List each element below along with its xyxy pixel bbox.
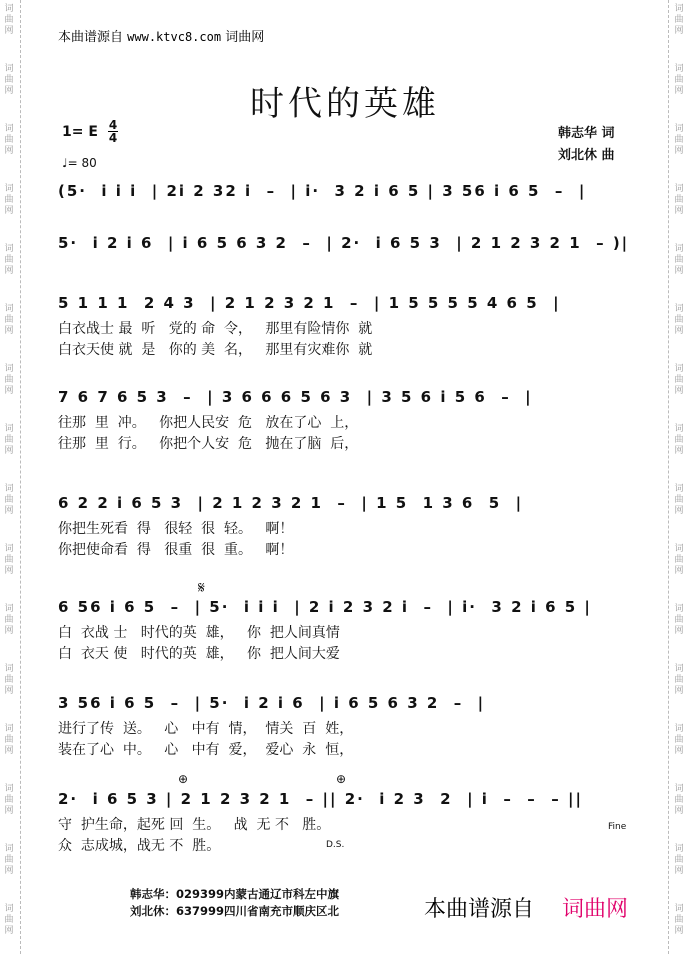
watermark-text: 词 曲 网 — [4, 304, 14, 336]
watermark-text: 词 曲 网 — [674, 664, 684, 696]
segno-sign: 𝄋 — [198, 578, 205, 597]
watermark-text: 词 曲 网 — [4, 604, 14, 636]
time-signature — [108, 119, 118, 144]
coda-sign-1: ⊕ — [178, 772, 189, 786]
brand-name[interactable]: 词曲网 — [562, 897, 629, 922]
lyric-line: 众 志成城，战无 不 胜。 — [58, 838, 221, 854]
score-row — [58, 294, 634, 358]
watermark-text: 词 曲 网 — [4, 64, 14, 96]
watermark-text: 词 曲 网 — [4, 844, 14, 876]
watermark-text: 词 曲 网 — [4, 184, 14, 216]
lyric-line: 你把生死看 得 很轻 很 轻。 啊！ — [58, 521, 294, 537]
score-row — [58, 182, 634, 240]
notation-line: 5 1 1 1 2 4 3 | 2 1 2 3 2 1 – | 1 5 5 5 5 4 6 5 | — [58, 294, 561, 312]
watermark-text: 词 曲 网 — [674, 64, 684, 96]
score-row — [58, 494, 634, 558]
notation-line: 3 56 i 6 5 – | 5· i 2 i 6 | i 6 5 6 3 2 – | — [58, 694, 486, 712]
watermark-text: 词 曲 网 — [674, 304, 684, 336]
watermark-text: 词 曲 网 — [674, 184, 684, 216]
watermark-text: 词 曲 网 — [674, 724, 684, 756]
source-header — [58, 26, 264, 45]
lyric-line: 你把使命看 得 很重 很 重。 啊！ — [58, 542, 294, 558]
lyric-line: 白 衣天 使 时代的英 雄， 你 把人间大爱 — [58, 646, 340, 662]
ds-mark: D.S. — [326, 840, 345, 850]
watermark-text: 词 曲 网 — [4, 4, 14, 36]
notation-line: 5· i 2 i 6 | i 6 5 6 3 2 – | 2· i 6 5 3 | 2 1 2 3 2 1 – )| — [58, 234, 630, 252]
time-sig-top: 4 — [108, 118, 118, 132]
watermark-text: 词 曲 网 — [674, 484, 684, 516]
notation-line: 2· i 6 5 3 | 2 1 2 3 2 1 – || 2· i 2 3 2 | i – – – || — [58, 790, 583, 808]
composer-credit: 刘北休 曲 — [558, 148, 615, 163]
lyric-line: 守 护生命，起死 回 生。 战 无 不 胜。 — [58, 817, 331, 833]
score-row — [58, 234, 634, 292]
header-site-a: 本曲谱源自 — [58, 30, 124, 45]
watermark-text: 词 曲 网 — [4, 904, 14, 936]
left-watermark-strip — [0, 0, 18, 954]
watermark-text: 词 曲 网 — [4, 724, 14, 756]
coda-sign-2: ⊕ — [336, 772, 347, 786]
footer-contact-1: 韩志华：029399内蒙古通辽市科左中旗 — [130, 887, 340, 901]
lyric-line: 白衣战士 最 听 党的 命 令， 那里有险情你 就 — [58, 321, 373, 337]
score-row — [58, 694, 634, 758]
time-sig-bottom: 4 — [108, 131, 118, 145]
watermark-text: 词 曲 网 — [674, 424, 684, 456]
watermark-text: 词 曲 网 — [4, 424, 14, 456]
lyric-line: 白衣天使 就 是 你的 美 名， 那里有灾难你 就 — [58, 342, 373, 358]
score-row — [58, 388, 634, 452]
fine-mark: Fine — [608, 822, 627, 832]
watermark-text: 词 曲 网 — [674, 784, 684, 816]
watermark-text: 词 曲 网 — [4, 784, 14, 816]
lyricist-credit: 韩志华 词 — [558, 126, 615, 141]
notation-line: (5· i i i | 2i 2 32 i – | i· 3 2 i 6 5 | 3 56 i 6 5 – | — [58, 182, 587, 200]
tempo-marking: ♩= 80 — [62, 156, 97, 170]
watermark-text: 词 曲 网 — [4, 124, 14, 156]
notation-line: 6 2 2 i 6 5 3 | 2 1 2 3 2 1 – | 1 5 1 3 6 5 | — [58, 494, 524, 512]
watermark-text: 词 曲 网 — [4, 664, 14, 696]
watermark-text: 词 曲 网 — [674, 364, 684, 396]
watermark-text: 词 曲 网 — [674, 604, 684, 636]
watermark-text: 词 曲 网 — [674, 844, 684, 876]
watermark-text: 词 曲 网 — [4, 544, 14, 576]
lyric-line: 往那 里 冲。 你把人民安 危 放在了心 上， — [58, 415, 359, 431]
watermark-text: 词 曲 网 — [674, 4, 684, 36]
watermark-text: 词 曲 网 — [674, 544, 684, 576]
notation-line: 6 56 i 6 5 – | 5· i i i | 2 i 2 3 2 i – | i· 3 2 i 6 5 | — [58, 598, 592, 616]
lyric-line: 往那 里 行。 你把个人安 危 抛在了脑 后， — [58, 436, 359, 452]
header-url[interactable]: www.ktvc8.com — [127, 30, 222, 44]
lyric-line: 白 衣战 士 时代的英 雄， 你 把人间真情 — [58, 625, 340, 641]
watermark-text: 词 曲 网 — [4, 244, 14, 276]
watermark-text: 词 曲 网 — [674, 124, 684, 156]
score-row — [58, 598, 634, 662]
key-signature: 1= E — [62, 124, 98, 140]
notation-line: 7 6 7 6 5 3 – | 3 6 6 6 5 6 3 | 3 5 6 i 5 6 – | — [58, 388, 533, 406]
watermark-text: 词 曲 网 — [674, 904, 684, 936]
brand-text: 本曲谱源自 — [424, 897, 535, 922]
song-title: 时代的英雄 — [250, 84, 440, 124]
lyric-line: 装在了心 中。 心 中有 爱， 爱心 永 恒， — [58, 742, 354, 758]
watermark-text: 词 曲 网 — [4, 364, 14, 396]
watermark-text: 词 曲 网 — [4, 484, 14, 516]
lyric-line: 进行了传 送。 心 中有 情， 情关 百 姓， — [58, 721, 354, 737]
watermark-text: 词 曲 网 — [674, 244, 684, 276]
footer-contact-2: 刘北休：637999四川省南充市顺庆区北 — [130, 904, 340, 918]
right-watermark-strip — [670, 0, 688, 954]
score-row — [58, 790, 634, 854]
header-site-b: 词曲网 — [225, 30, 265, 45]
